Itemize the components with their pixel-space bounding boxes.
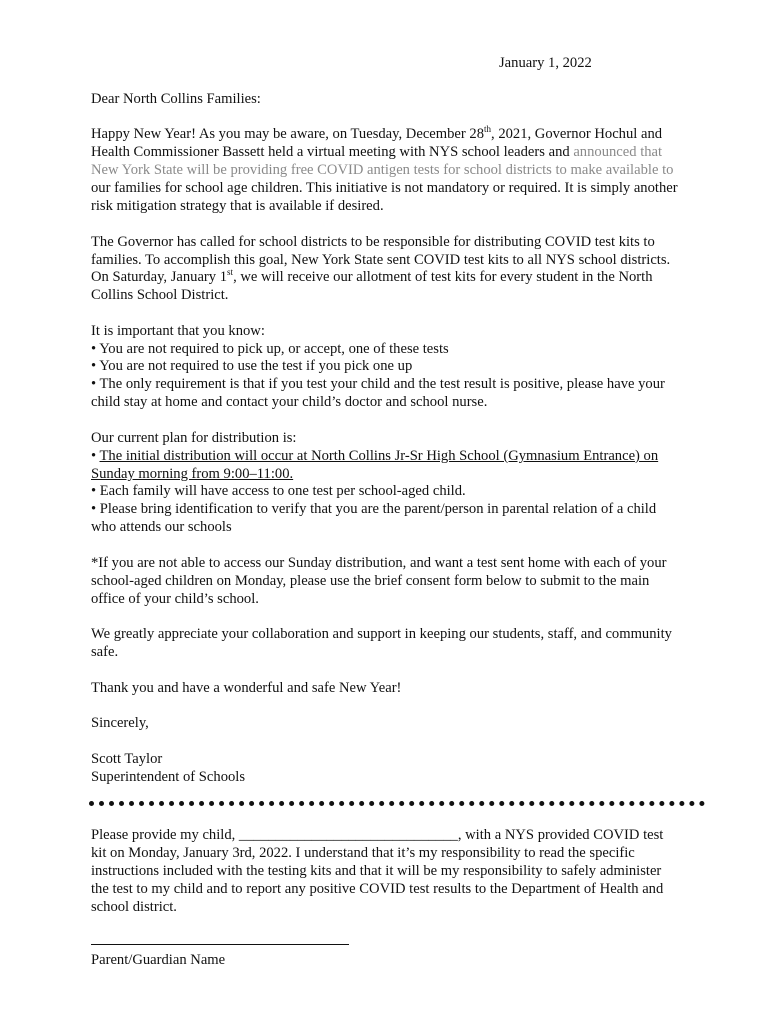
distribution-intro: Our current plan for distribution is: xyxy=(91,430,297,446)
bullet-item: • You are not required to pick up, or accept, one of these tests xyxy=(91,341,449,357)
salutation: Dear North Collins Families: xyxy=(91,91,261,107)
bullet-item-continued: child stay at home and contact your child’s doctor and school nurse. xyxy=(91,394,488,410)
bullet-item: • Each family will have access to one test per school-aged child. xyxy=(91,483,466,499)
consent-line-3: instructions included with the testing kits and that it will be my responsibility to safely administer xyxy=(91,863,662,879)
underlined-text: The initial distribution will occur at North Collins Jr-Sr High School (Gymnasium Entrance) on xyxy=(99,448,659,464)
cut-line-divider xyxy=(89,801,705,806)
paragraph-1-line-5: risk mitigation strategy that is available if desired. xyxy=(91,198,384,214)
paragraph-5-line-2: school-aged children on Monday, please use the brief consent form below to submit to the main xyxy=(91,573,650,589)
consent-line-2: kit on Monday, January 3rd, 2022. I understand that it’s my responsibility to read the specific xyxy=(91,845,635,861)
consent-line-4: the test to my child and to report any positive COVID test results to the Department of Health and xyxy=(91,881,664,897)
paragraph-1-line-4: our families for school age children. This initiative is not mandatory or required. It is simply another xyxy=(91,180,678,196)
paragraph-2-line-1: The Governor has called for school districts to be responsible for distributing COVID test kits to xyxy=(91,234,655,250)
bullet-item-continued: Sunday morning from 9:00–11:00. xyxy=(91,466,294,482)
letter-date: January 1, 2022 xyxy=(499,55,592,71)
paragraph-1-line-2: Health Commissioner Bassett held a virtual meeting with NYS school leaders and announced that xyxy=(91,144,663,160)
paragraph-3-intro: It is important that you know: xyxy=(91,323,265,339)
paragraph-5-line-1: *If you are not able to access our Sunday distribution, and want a test sent home with each of your xyxy=(91,555,667,571)
paragraph-2-line-2: families. To accomplish this goal, New York State sent COVID test kits to all NYS school districts. xyxy=(91,252,671,268)
paragraph-2-line-3: On Saturday, January 1st, we will receive our allotment of test kits for every student in the North xyxy=(91,267,653,285)
sign-off: Sincerely, xyxy=(91,715,149,731)
bullet-item: • The only requirement is that if you test your child and the test result is positive, please have your xyxy=(91,376,665,392)
paragraph-1-line-1: Happy New Year! As you may be aware, on Tuesday, December 28th, 2021, Governor Hochul and xyxy=(91,124,663,142)
bullet-item-continued: who attends our schools xyxy=(91,519,232,535)
paragraph-6-line-1: We greatly appreciate your collaboration and support in keeping our students, staff, and community xyxy=(91,626,672,642)
bullet-item: • Please bring identification to verify that you are the parent/person in parental relation of a child xyxy=(91,501,657,517)
paragraph-6-line-2: safe. xyxy=(91,644,119,660)
signer-name: Scott Taylor xyxy=(91,751,163,767)
bullet-item: • You are not required to use the test if you pick one up xyxy=(91,358,413,374)
parent-guardian-label: Parent/Guardian Name xyxy=(91,952,226,968)
signature-line[interactable] xyxy=(91,944,349,945)
paragraph-5-line-3: office of your child’s school. xyxy=(91,591,259,607)
paragraph-2-line-4: Collins School District. xyxy=(91,287,229,303)
closing-wish: Thank you and have a wonderful and safe New Year! xyxy=(91,680,402,696)
consent-line-5: school district. xyxy=(91,899,177,915)
signer-title: Superintendent of Schools xyxy=(91,769,246,785)
consent-line-1: Please provide my child, ______________________________, with a NYS provided COVID test xyxy=(91,827,664,843)
bullet-item: • The initial distribution will occur at North Collins Jr-Sr High School (Gymnasium Entrance) on xyxy=(91,448,659,464)
gray-text: announced that xyxy=(573,144,663,160)
paragraph-1-line-3: New York State will be providing free COVID antigen tests for school districts to make available to xyxy=(91,162,674,178)
